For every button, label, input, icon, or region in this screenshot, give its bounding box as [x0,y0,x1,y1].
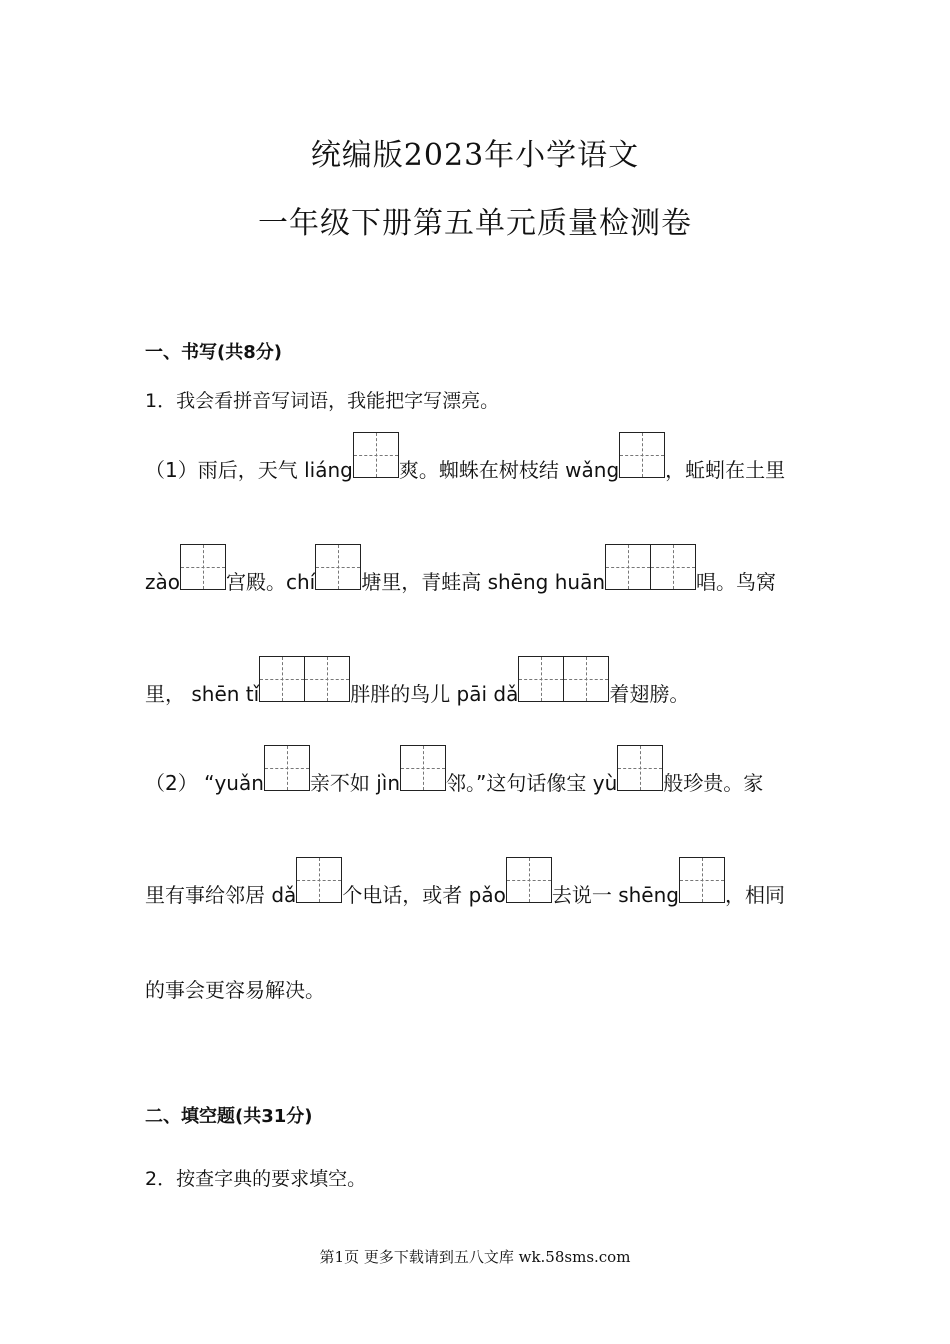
passage-text: 里， shēn tǐ [145,682,260,706]
passage-text: 的事会更容易解决。 [145,978,325,1002]
passage-text: 邻。”这句话像宝 yù [446,771,618,795]
character-grid[interactable] [506,857,552,909]
character-grid[interactable] [264,745,310,797]
passage-text: 爽。蜘蛛在树枝结 wǎng [398,458,620,482]
character-grid[interactable] [518,656,609,708]
character-grid[interactable] [605,544,696,596]
character-grid[interactable] [619,432,665,484]
character-grid[interactable] [400,745,446,797]
document-title-line2: 一年级下册第五单元质量检测卷 [258,206,692,241]
tianzige-box[interactable] [400,745,446,791]
passage-text: （1）雨后，天气 liáng [145,458,353,482]
tianzige-box[interactable] [264,745,310,791]
tianzige-box[interactable] [315,544,361,590]
page-footer: 第1页 更多下载请到五八文库 wk.58sms.com [319,1248,631,1266]
tianzige-box[interactable] [518,656,564,702]
tianzige-box[interactable] [180,544,226,590]
character-grid[interactable] [679,857,725,909]
character-grid[interactable] [353,432,399,484]
passage-text: 胖胖的鸟儿 pāi dǎ [350,682,519,706]
passage-text: 塘里，青蛙高 shēng huān [361,570,606,594]
tianzige-box[interactable] [617,745,663,791]
passage-text: 里有事给邻居 dǎ [145,883,297,907]
passage-line [145,660,689,708]
passage-text: ，蚯蚓在土里 [665,458,786,482]
tianzige-box[interactable] [679,857,725,903]
character-grid[interactable] [617,745,663,797]
tianzige-box[interactable] [259,656,305,702]
passage-line [145,749,763,797]
passage-text: ，相同 [725,883,785,907]
passage-line [145,861,785,909]
tianzige-box[interactable] [296,857,342,903]
passage-text: （2） “yuǎn [145,771,264,795]
character-grid[interactable] [296,857,342,909]
passage-text: 去说一 shēng [551,883,679,907]
passage-text: 唱。鸟窝 [696,570,777,594]
character-grid[interactable] [259,656,350,708]
passage-text: 般珍贵。家 [663,771,764,795]
tianzige-box[interactable] [506,857,552,903]
question-1-prompt: 1．我会看拼音写词语，我能把字写漂亮。 [145,390,500,412]
passage-text: zào [145,570,180,594]
tianzige-box[interactable] [619,432,665,478]
document-title-line1: 统编版2023年小学语文 [310,138,640,173]
passage-text: 宫殿。chí [226,570,316,594]
character-grid[interactable] [315,544,361,596]
section-heading-writing: 一、书写(共8分) [145,342,282,363]
passage-text: 亲不如 jìn [309,771,401,795]
passage-text: 着翅膀。 [609,682,690,706]
passage-text: 个电话，或者 pǎo [342,883,506,907]
tianzige-box[interactable] [353,432,399,478]
question-2-prompt: 2．按查字典的要求填空。 [145,1168,367,1190]
character-grid[interactable] [180,544,226,596]
tianzige-box[interactable] [564,656,609,702]
tianzige-box[interactable] [651,544,696,590]
tianzige-box[interactable] [605,544,651,590]
tianzige-box[interactable] [305,656,350,702]
section-heading-fill-in: 二、填空题(共31分) [145,1106,313,1127]
passage-line [145,436,785,484]
passage-line [145,548,776,596]
